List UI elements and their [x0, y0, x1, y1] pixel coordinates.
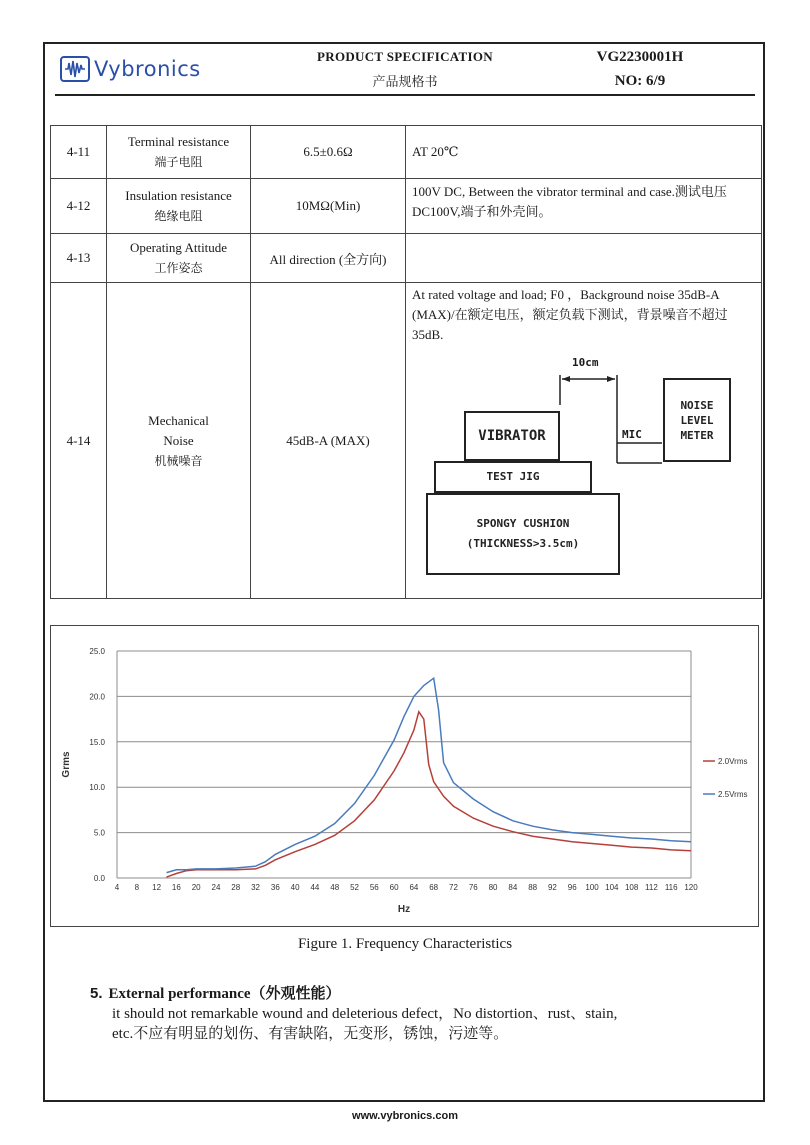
y-tick-label: 15.0 [89, 737, 105, 747]
meter-line-2: LEVEL [680, 413, 714, 427]
section-line-1: it should not remarkable wound and deleterious defect，No distortion、rust、stain, [112, 1006, 618, 1022]
section-line-2: etc.不应有明显的划伤、有害缺陷，无变形，锈蚀，污迹等。 [112, 1026, 509, 1042]
x-tick-label: 64 [409, 883, 419, 892]
table-row [51, 179, 762, 234]
row-condition: AT 20℃ [406, 126, 762, 179]
cushion-line-1: SPONGY CUSHION [476, 517, 570, 530]
row-value: 10MΩ(Min) [251, 179, 406, 234]
x-tick-label: 16 [171, 883, 181, 892]
x-tick-label: 108 [624, 883, 639, 892]
row-name [107, 126, 251, 179]
row-name [107, 179, 251, 234]
frequency-chart-frame [50, 625, 759, 927]
section-title: External performance（外观性能） [108, 986, 341, 1002]
x-tick-label: 52 [350, 883, 359, 892]
document-subtitle: 产品规格书 [372, 75, 438, 90]
row-name-en: Insulation resistance [125, 188, 232, 203]
row-value: 45dB-A (MAX) [251, 283, 406, 599]
x-tick-label: 120 [684, 883, 698, 892]
x-tick-label: 68 [429, 883, 439, 892]
logo-text: Vybronics [94, 57, 201, 81]
row-name-en: Operating Attitude [129, 240, 228, 255]
row-name-cn: 端子电阻 [154, 155, 203, 169]
x-tick-label: 72 [449, 883, 458, 892]
x-tick-label: 116 [664, 883, 678, 892]
company-logo [60, 56, 201, 82]
x-tick-label: 76 [468, 883, 478, 892]
legend-label: 2.0Vrms [718, 757, 748, 766]
footer-url: www.vybronics.com [352, 1110, 458, 1122]
table-row [51, 234, 762, 283]
y-tick-label: 5.0 [93, 828, 105, 838]
x-tick-label: 96 [567, 883, 577, 892]
x-tick-label: 40 [290, 883, 300, 892]
document-title: PRODUCT SPECIFICATION [317, 49, 493, 64]
figure-caption: Figure 1. Frequency Characteristics [297, 936, 513, 952]
x-tick-label: 28 [231, 883, 241, 892]
row-value: 6.5±0.6Ω [251, 126, 406, 179]
series-line-2.5Vrms [167, 678, 692, 872]
row-name [107, 283, 251, 599]
x-tick-label: 4 [114, 883, 120, 892]
x-tick-label: 44 [310, 883, 320, 892]
series-line-2.0Vrms [167, 712, 692, 877]
frequency-chart [51, 626, 758, 926]
x-tick-label: 84 [508, 883, 518, 892]
document-number: VG2230001H [596, 49, 684, 65]
row-name-cn: 机械噪音 [154, 453, 203, 468]
row-id: 4-11 [51, 126, 107, 179]
meter-line-1: NOISE [680, 398, 714, 412]
x-tick-label: 24 [211, 883, 221, 892]
table-row [51, 126, 762, 179]
x-tick-label: 48 [330, 883, 340, 892]
x-tick-label: 36 [270, 883, 280, 892]
x-tick-label: 104 [605, 883, 619, 892]
x-tick-label: 60 [389, 883, 399, 892]
x-tick-label: 92 [547, 883, 557, 892]
page-number: NO: 6/9 [614, 73, 666, 89]
row-value: All direction (全方向) [251, 234, 406, 283]
x-tick-label: 100 [585, 883, 599, 892]
x-tick-label: 12 [152, 883, 162, 892]
meter-line-3: METER [680, 428, 714, 442]
x-tick-label: 8 [134, 883, 140, 892]
legend-label: 2.5Vrms [718, 790, 748, 799]
row-name-en: Mechanical [148, 412, 209, 428]
cushion-line-2: (THICKNESS>3.5cm) [466, 537, 580, 550]
row-condition: 100V DC, Between the vibrator terminal and case.测试电压 DC100V,端子和外壳间。 [406, 179, 762, 234]
y-tick-label: 20.0 [89, 692, 105, 702]
row-id: 4-12 [51, 179, 107, 234]
header-rule [55, 94, 755, 96]
section-number: 5. [90, 985, 103, 1002]
noise-level-meter-box [663, 378, 731, 462]
noise-condition-text: At rated voltage and load; F0 ，Background noise 35dB-A (MAX)/在额定电压，额定负载下测试，背景噪音不超过35dB. [412, 287, 728, 342]
mic-label: MIC [622, 428, 642, 441]
y-tick-label: 0.0 [93, 874, 105, 883]
row-name-cn: 工作姿态 [154, 261, 203, 275]
noise-test-diagram [412, 345, 757, 585]
x-tick-label: 56 [369, 883, 379, 892]
test-jig-box: TEST JIG [434, 461, 592, 493]
row-id: 4-14 [51, 283, 107, 599]
y-tick-label: 10.0 [89, 783, 105, 793]
row-name-en: Terminal resistance [127, 134, 230, 149]
row-condition [406, 234, 762, 283]
row-name [107, 234, 251, 283]
row-name-en: Noise [163, 432, 194, 448]
x-tick-label: 20 [191, 883, 201, 892]
vibrator-box: VIBRATOR [464, 411, 560, 461]
section-heading [90, 982, 341, 1003]
x-tick-label: 32 [251, 883, 261, 892]
x-axis-label: Hz [397, 904, 411, 915]
section-body [112, 1004, 712, 1044]
x-tick-label: 112 [645, 883, 658, 892]
row-id: 4-13 [51, 234, 107, 283]
logo-mark-icon [60, 56, 90, 82]
spongy-cushion-box [426, 493, 620, 575]
table-row [51, 283, 762, 599]
y-tick-label: 25.0 [89, 647, 105, 656]
row-name-cn: 绝缘电阻 [154, 209, 203, 223]
y-axis-label: Grms [61, 751, 72, 778]
spec-table [50, 125, 762, 599]
x-tick-label: 88 [528, 883, 538, 892]
distance-label: 10cm [572, 356, 599, 369]
x-tick-label: 80 [488, 883, 498, 892]
row-condition [406, 283, 762, 599]
